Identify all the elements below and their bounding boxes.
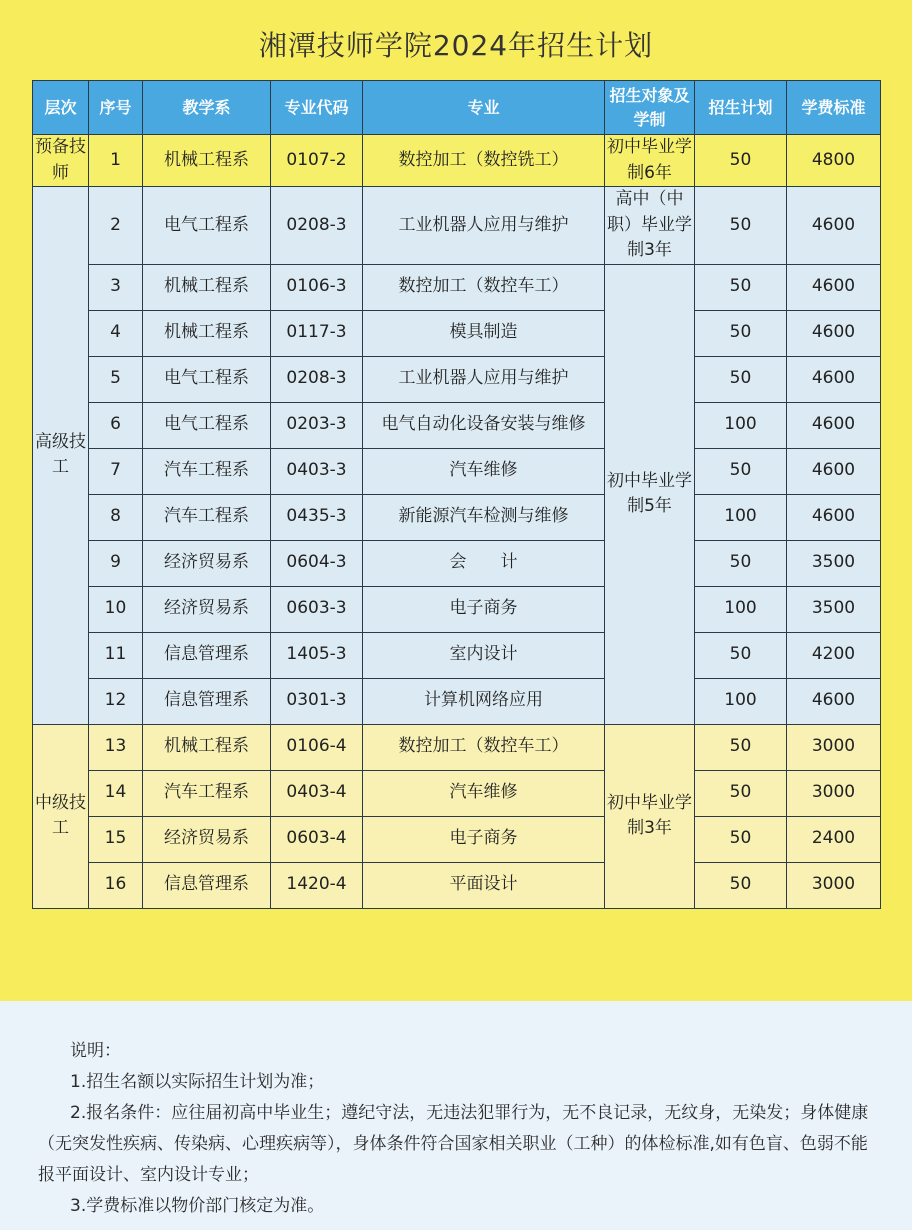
row-no: 12 (89, 678, 143, 724)
row-dept: 汽车工程系 (143, 448, 271, 494)
row-major: 汽车维修 (363, 770, 605, 816)
row-fee: 4600 (787, 356, 881, 402)
row-fee: 4200 (787, 632, 881, 678)
notes-section (38, 1036, 878, 1222)
row-plan: 50 (695, 448, 787, 494)
row-code: 0301-3 (271, 678, 363, 724)
row-code: 1405-3 (271, 632, 363, 678)
row-dept: 机械工程系 (143, 264, 271, 310)
row-dept: 机械工程系 (143, 724, 271, 770)
row-dept: 汽车工程系 (143, 494, 271, 540)
row-dept: 经济贸易系 (143, 540, 271, 586)
row-plan: 50 (695, 862, 787, 908)
target-cell: 初中毕业学制3年 (605, 724, 695, 908)
row-fee: 3000 (787, 862, 881, 908)
level-cell: 中级技工 (33, 724, 89, 908)
table-row (33, 187, 881, 265)
row-code: 0106-4 (271, 724, 363, 770)
row-plan: 50 (695, 724, 787, 770)
row-dept: 经济贸易系 (143, 586, 271, 632)
table-row (33, 264, 881, 310)
level-cell: 预备技师 (33, 135, 89, 187)
table-row (33, 724, 881, 770)
row-major: 会 计 (363, 540, 605, 586)
target-cell: 初中毕业学制6年 (605, 135, 695, 187)
table-row (33, 448, 881, 494)
table-row (33, 678, 881, 724)
row-no: 1 (89, 135, 143, 187)
row-no: 15 (89, 816, 143, 862)
table-row (33, 586, 881, 632)
table-row (33, 135, 881, 187)
table-row (33, 540, 881, 586)
row-dept: 汽车工程系 (143, 770, 271, 816)
header-code: 专业代码 (271, 81, 363, 135)
row-fee: 4600 (787, 494, 881, 540)
header-fee: 学费标准 (787, 81, 881, 135)
row-no: 16 (89, 862, 143, 908)
row-no: 5 (89, 356, 143, 402)
target-cell: 初中毕业学制5年 (605, 264, 695, 724)
row-fee: 2400 (787, 816, 881, 862)
header-no: 序号 (89, 81, 143, 135)
row-code: 0208-3 (271, 356, 363, 402)
row-no: 6 (89, 402, 143, 448)
row-fee: 4600 (787, 310, 881, 356)
row-code: 0403-4 (271, 770, 363, 816)
enrollment-plan-table (32, 80, 881, 909)
row-plan: 50 (695, 310, 787, 356)
row-code: 0208-3 (271, 187, 363, 265)
note-item-2: 2.报名条件：应往届初高中毕业生；遵纪守法，无违法犯罪行为，无不良记录，无纹身，无染发；身体健康（无突发性疾病、传染病、心理疾病等），身体条件符合国家相关职业（工种）的体检标准,如有色盲、色弱不能报平面设计、室内设计专业； (38, 1103, 869, 1185)
table-row (33, 310, 881, 356)
row-major: 电子商务 (363, 816, 605, 862)
header-major: 专业 (363, 81, 605, 135)
row-dept: 电气工程系 (143, 402, 271, 448)
row-no: 10 (89, 586, 143, 632)
row-code: 0604-3 (271, 540, 363, 586)
row-plan: 100 (695, 402, 787, 448)
note-item-3: 3.学费标准以物价部门核定为准。 (70, 1196, 325, 1216)
row-dept: 信息管理系 (143, 862, 271, 908)
row-fee: 4600 (787, 264, 881, 310)
row-plan: 50 (695, 816, 787, 862)
row-fee: 3000 (787, 770, 881, 816)
table-row (33, 494, 881, 540)
row-major: 电气自动化设备安装与维修 (363, 402, 605, 448)
row-no: 7 (89, 448, 143, 494)
table-header-row (33, 81, 881, 135)
table-row (33, 632, 881, 678)
row-dept: 信息管理系 (143, 632, 271, 678)
row-code: 0603-3 (271, 586, 363, 632)
row-major: 工业机器人应用与维护 (363, 187, 605, 265)
header-target: 招生对象及学制 (605, 81, 695, 135)
row-plan: 50 (695, 540, 787, 586)
row-major: 数控加工（数控车工） (363, 264, 605, 310)
table-row (33, 356, 881, 402)
row-major: 工业机器人应用与维护 (363, 356, 605, 402)
table-row (33, 402, 881, 448)
row-no: 3 (89, 264, 143, 310)
row-major: 汽车维修 (363, 448, 605, 494)
row-code: 0107-2 (271, 135, 363, 187)
row-fee: 4600 (787, 678, 881, 724)
row-dept: 机械工程系 (143, 135, 271, 187)
row-plan: 50 (695, 264, 787, 310)
row-dept: 电气工程系 (143, 187, 271, 265)
table-row (33, 816, 881, 862)
row-no: 2 (89, 187, 143, 265)
row-plan: 50 (695, 632, 787, 678)
row-no: 14 (89, 770, 143, 816)
row-major: 室内设计 (363, 632, 605, 678)
note-item-1: 1.招生名额以实际招生计划为准； (70, 1072, 325, 1092)
row-no: 13 (89, 724, 143, 770)
row-no: 8 (89, 494, 143, 540)
row-dept: 信息管理系 (143, 678, 271, 724)
row-no: 11 (89, 632, 143, 678)
row-fee: 4600 (787, 402, 881, 448)
row-plan: 50 (695, 356, 787, 402)
row-code: 0203-3 (271, 402, 363, 448)
row-plan: 50 (695, 187, 787, 265)
row-fee: 4800 (787, 135, 881, 187)
row-fee: 3000 (787, 724, 881, 770)
row-plan: 50 (695, 770, 787, 816)
target-cell: 高中（中职）毕业学制3年 (605, 187, 695, 265)
row-major: 数控加工（数控铣工） (363, 135, 605, 187)
row-no: 4 (89, 310, 143, 356)
row-plan: 100 (695, 678, 787, 724)
row-dept: 电气工程系 (143, 356, 271, 402)
header-plan: 招生计划 (695, 81, 787, 135)
row-major: 平面设计 (363, 862, 605, 908)
row-code: 0603-4 (271, 816, 363, 862)
row-fee: 4600 (787, 448, 881, 494)
row-code: 1420-4 (271, 862, 363, 908)
page-title: 湘潭技师学院2024年招生计划 (258, 29, 654, 62)
row-code: 0117-3 (271, 310, 363, 356)
table-row (33, 862, 881, 908)
row-plan: 100 (695, 494, 787, 540)
row-no: 9 (89, 540, 143, 586)
row-fee: 3500 (787, 540, 881, 586)
header-level: 层次 (33, 81, 89, 135)
row-dept: 经济贸易系 (143, 816, 271, 862)
row-plan: 100 (695, 586, 787, 632)
row-major: 计算机网络应用 (363, 678, 605, 724)
row-major: 数控加工（数控车工） (363, 724, 605, 770)
row-major: 电子商务 (363, 586, 605, 632)
row-dept: 机械工程系 (143, 310, 271, 356)
row-fee: 4600 (787, 187, 881, 265)
row-plan: 50 (695, 135, 787, 187)
table-row (33, 770, 881, 816)
row-code: 0435-3 (271, 494, 363, 540)
row-major: 新能源汽车检测与维修 (363, 494, 605, 540)
notes-title: 说明： (70, 1041, 121, 1061)
row-major: 模具制造 (363, 310, 605, 356)
level-cell: 高级技工 (33, 187, 89, 725)
row-code: 0403-3 (271, 448, 363, 494)
row-fee: 3500 (787, 586, 881, 632)
header-dept: 教学系 (143, 81, 271, 135)
row-code: 0106-3 (271, 264, 363, 310)
